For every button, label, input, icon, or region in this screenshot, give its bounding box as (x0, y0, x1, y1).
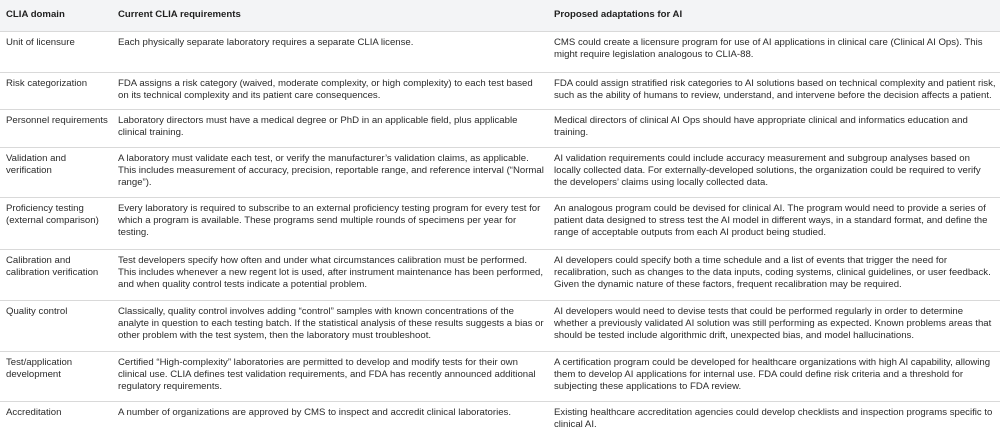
domain-cell: Test/application development (0, 351, 112, 401)
table-row (0, 249, 1000, 300)
domain-cell: Calibration and calibration verification (0, 249, 112, 300)
table-row (0, 109, 1000, 147)
current-requirement-cell: Test developers specify how often and under what circumstances calibration must be performed. This includes whenever a new regent lot is used, after instrument maintenance has been performed, and when quality control tests indicate a potential problem. (112, 249, 548, 300)
proposed-adaptation-cell: CMS could create a licensure program for use of AI applications in clinical care (Clinical AI Ops). This might require legislation analogous to CLIA-88. (548, 31, 1000, 72)
domain-cell: Validation and verification (0, 147, 112, 197)
table-row (0, 31, 1000, 72)
table-row (0, 300, 1000, 351)
header-proposed-adaptations: Proposed adaptations for AI (548, 0, 1000, 31)
header-current-requirements: Current CLIA requirements (112, 0, 548, 31)
current-requirement-cell: A laboratory must validate each test, or verify the manufacturer’s validation claims, as applicable. This includes measurement of accuracy, precision, reportable range, and reference interval (“Normal range”). (112, 147, 548, 197)
header-row (0, 0, 1000, 31)
current-requirement-cell: Each physically separate laboratory requires a separate CLIA license. (112, 31, 548, 72)
current-requirement-cell: Laboratory directors must have a medical degree or PhD in an applicable field, plus applicable clinical training. (112, 109, 548, 147)
table-row (0, 197, 1000, 249)
table-row (0, 351, 1000, 401)
table-row (0, 72, 1000, 109)
header-clia-domain: CLIA domain (0, 0, 112, 31)
domain-cell: Personnel requirements (0, 109, 112, 147)
proposed-adaptation-cell: FDA could assign stratified risk categories to AI solutions based on technical complexity and patient risk, such as the ability of humans to review, understand, and intervene before the decision affects a patient. (548, 72, 1000, 109)
current-requirement-cell: Every laboratory is required to subscribe to an external proficiency testing program for every test for which a program is available. These programs send multiple rounds of specimens per year for testing. (112, 197, 548, 249)
domain-cell: Quality control (0, 300, 112, 351)
table-body (0, 31, 1000, 439)
domain-cell: Risk categorization (0, 72, 112, 109)
current-requirement-cell: Certified “High-complexity” laboratories are permitted to develop and modify tests for their own clinical use. CLIA defines test validation requirements, and FDA has recently announced additional regulatory requirements. (112, 351, 548, 401)
domain-cell: Accreditation (6, 406, 62, 418)
proposed-adaptation-cell: Medical directors of clinical AI Ops should have appropriate clinical and informatics education and training. (548, 109, 1000, 147)
current-requirement-cell: FDA assigns a risk category (waived, moderate complexity, or high complexity) to each test based on its technical complexity and its patient care consequences. (112, 72, 548, 109)
proposed-adaptation-cell: AI validation requirements could include accuracy measurement and subgroup analyses based on locally collected data. For externally-developed solutions, the organization could be required to verify the developers’ claims using locally collected data. (548, 147, 1000, 197)
table-row (0, 147, 1000, 197)
proposed-adaptation-cell: Existing healthcare accreditation agencies could develop checklists and inspection programs specific to clinical AI. (554, 406, 993, 430)
domain-cell: Unit of licensure (0, 31, 112, 72)
current-requirement-cell: A number of organizations are approved by CMS to inspect and accredit clinical laboratories. (118, 406, 512, 418)
table-row (0, 401, 1000, 439)
current-requirement-cell: Classically, quality control involves adding “control” samples with known concentrations of the analyte in question to each testing batch. If the statistical analysis of these results suggests a bias or other problem with the test system, then the laboratory must troubleshoot. (112, 300, 548, 351)
proposed-adaptation-cell: AI developers could specify both a time schedule and a list of events that trigger the need for recalibration, such as changes to the data inputs, coding systems, clinical guidelines, or user feedback. Given the dynamic nature of these factors, frequent recalibration may be required. (548, 249, 1000, 300)
proposed-adaptation-cell: An analogous program could be devised for clinical AI. The program would need to provide a series of patient data designed to stress test the AI model in different ways, in a standard format, and define the range of acceptable outputs from each AI product being studied. (548, 197, 1000, 249)
table-header (0, 0, 1000, 31)
domain-cell: Proficiency testing (external comparison) (0, 197, 112, 249)
proposed-adaptation-cell: AI developers would need to devise tests that could be performed regularly in order to determine whether a previously validated AI solution was still performing as expected. Known problems areas that should be tested include algorithmic drift, unexpected bias, and model hallucinations. (548, 300, 1000, 351)
proposed-adaptation-cell: A certification program could be developed for healthcare organizations with high AI capability, allowing them to develop AI applications for internal use. FDA could define risk criteria and a threshold for subjecting these applications to FDA review. (548, 351, 1000, 401)
